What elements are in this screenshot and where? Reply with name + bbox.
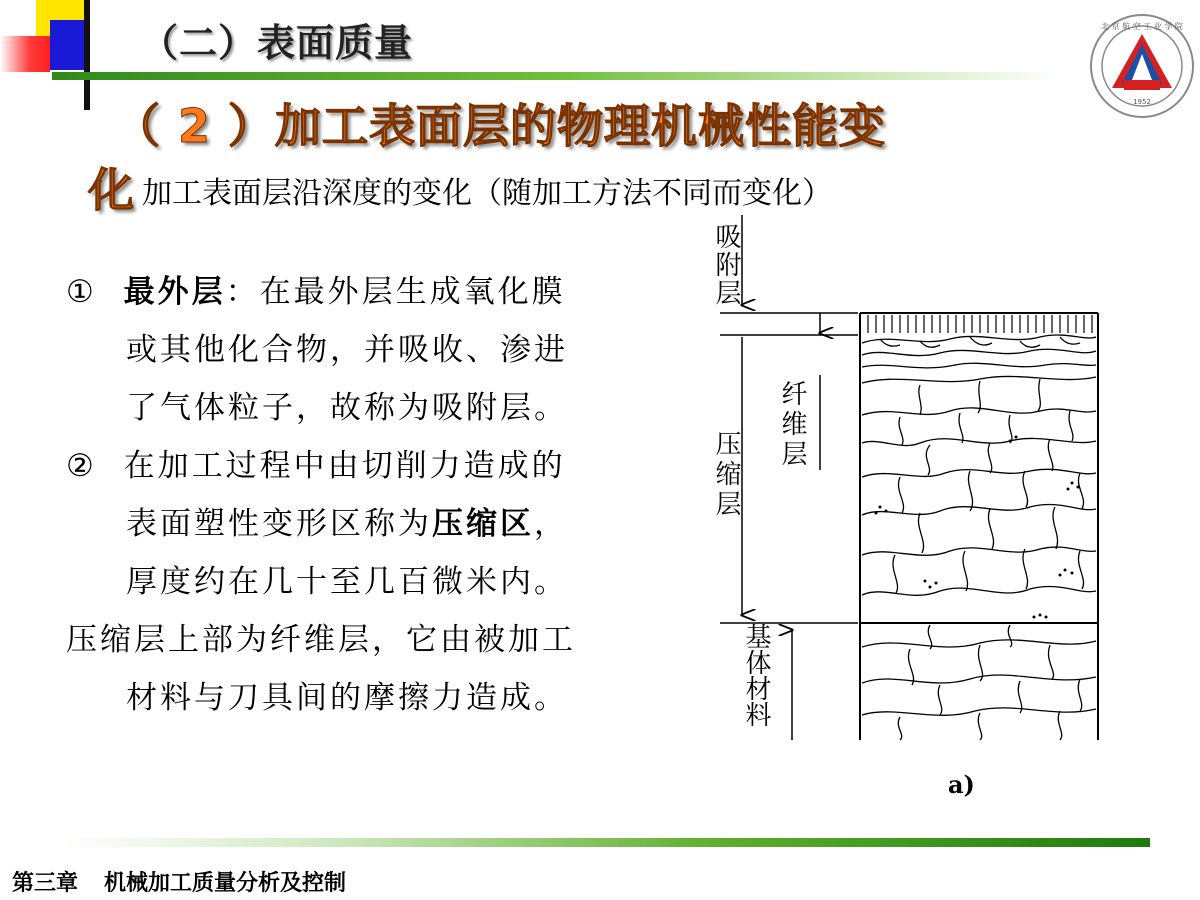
intro-paren: （随加工方法不同而变化） — [472, 176, 832, 211]
list-item-2 — [66, 437, 566, 495]
list-item-1-line2: 或其他化合物，并吸收、渗进 — [126, 332, 568, 368]
item-text-line: 在最外层生成氧化膜 — [259, 274, 566, 310]
intro-line — [142, 168, 832, 212]
decor-red-block — [0, 36, 50, 72]
item-colon: ： — [225, 274, 260, 310]
item-term: 压缩区 — [432, 506, 534, 542]
list-item-1 — [66, 263, 566, 321]
list-item-2-line2 — [126, 495, 568, 553]
note-line-2: 材料与刀具间的摩擦力造成。 — [126, 680, 568, 716]
label-base-material: 基体材料 — [741, 623, 771, 727]
footer-title: 机械加工质量分析及控制 — [104, 871, 347, 896]
logo-year: 1952 — [1133, 98, 1151, 106]
footer-text — [12, 866, 346, 897]
item-text-line: 在加工过程中由切削力造成的 — [123, 448, 566, 484]
university-logo-icon — [1088, 12, 1196, 120]
surface-layer-diagram — [680, 215, 1120, 805]
item-number: ① — [66, 274, 97, 310]
list-item-2-line3: 厚度约在几十至几百微米内。 — [126, 564, 568, 600]
section-heading-cont: 化 — [88, 163, 134, 217]
item-punct: ， — [534, 506, 568, 542]
label-compress-layer: 压缩层 — [711, 430, 741, 520]
label-adsorb-layer: 吸附层 — [711, 223, 741, 307]
decor-vertical-bar — [84, 0, 90, 110]
footer-divider — [60, 838, 1150, 847]
note-line-1: 压缩层上部为纤维层，它由被加工 — [66, 622, 576, 658]
item-text-line: 表面塑性变形区称为 — [126, 506, 432, 542]
section-heading: （ 2 ）加工表面层的物理机械性能变 — [114, 99, 887, 153]
figure-caption: a) — [948, 770, 975, 799]
item-term: 最外层 — [123, 274, 226, 310]
footer-chapter: 第三章 — [12, 871, 79, 896]
header-divider — [52, 72, 1062, 80]
intro-main: 加工表面层沿深度的变化 — [142, 176, 472, 211]
label-fiber-layer: 纤维层 — [777, 380, 807, 470]
item-number: ② — [66, 448, 97, 484]
logo-ring-text: 北 京 航 空 工 业 学 院 — [1101, 22, 1183, 31]
page-title: （二）表面质量 — [140, 21, 414, 65]
list-item-1-line3: 了气体粒子，故称为吸附层。 — [126, 390, 568, 426]
